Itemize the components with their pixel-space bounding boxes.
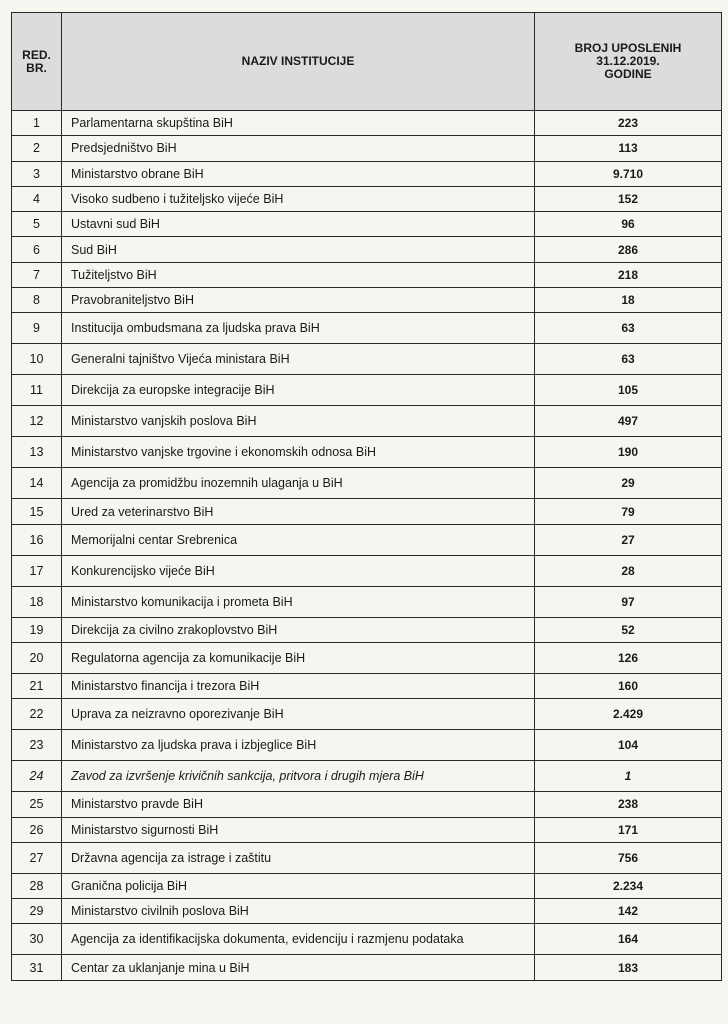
table-row <box>12 899 722 924</box>
row-number: 15 <box>12 499 62 524</box>
employee-count: 2.429 <box>535 699 722 730</box>
row-number: 19 <box>12 617 62 642</box>
institution-name: Centar za uklanjanje mina u BiH <box>62 955 535 980</box>
table-header-row <box>12 13 722 111</box>
employee-count: 756 <box>535 842 722 873</box>
employee-count: 152 <box>535 186 722 211</box>
table-row <box>12 468 722 499</box>
institution-name: Generalni tajništvo Vijeća ministara BiH <box>62 344 535 375</box>
row-number: 6 <box>12 237 62 262</box>
row-number: 26 <box>12 817 62 842</box>
employee-count: 286 <box>535 237 722 262</box>
employee-count: 183 <box>535 955 722 980</box>
institution-name: Državna agencija za istrage i zaštitu <box>62 842 535 873</box>
institution-name: Parlamentarna skupština BiH <box>62 111 535 136</box>
row-number: 29 <box>12 899 62 924</box>
table-row <box>12 375 722 406</box>
row-number: 4 <box>12 186 62 211</box>
table-row <box>12 817 722 842</box>
institution-name: Ministarstvo vanjskih poslova BiH <box>62 406 535 437</box>
table-row <box>12 642 722 673</box>
employee-count: 27 <box>535 524 722 555</box>
row-number: 20 <box>12 642 62 673</box>
row-number: 23 <box>12 730 62 761</box>
table-row <box>12 313 722 344</box>
row-number: 21 <box>12 673 62 698</box>
employee-count: 104 <box>535 730 722 761</box>
employee-count: 126 <box>535 642 722 673</box>
employee-count: 164 <box>535 924 722 955</box>
employee-count: 18 <box>535 288 722 313</box>
row-number: 22 <box>12 699 62 730</box>
header-naziv-institucije: NAZIV INSTITUCIJE <box>62 13 535 111</box>
row-number: 27 <box>12 842 62 873</box>
header-red-br: RED. BR. <box>12 13 62 111</box>
institution-name: Agencija za promidžbu inozemnih ulaganja u BiH <box>62 468 535 499</box>
institution-name: Ministarstvo komunikacija i prometa BiH <box>62 586 535 617</box>
employee-count: 9.710 <box>535 161 722 186</box>
employee-count: 63 <box>535 344 722 375</box>
employee-count: 52 <box>535 617 722 642</box>
table-row <box>12 406 722 437</box>
employee-count: 1 <box>535 761 722 792</box>
table-row <box>12 699 722 730</box>
institution-name: Sud BiH <box>62 237 535 262</box>
table-row <box>12 499 722 524</box>
row-number: 12 <box>12 406 62 437</box>
institution-name: Ministarstvo obrane BiH <box>62 161 535 186</box>
table-row <box>12 761 722 792</box>
employee-count: 105 <box>535 375 722 406</box>
row-number: 1 <box>12 111 62 136</box>
row-number: 7 <box>12 262 62 287</box>
institution-name: Ministarstvo financija i trezora BiH <box>62 673 535 698</box>
table-row <box>12 673 722 698</box>
institution-name: Direkcija za civilno zrakoplovstvo BiH <box>62 617 535 642</box>
employee-count: 171 <box>535 817 722 842</box>
employee-count: 223 <box>535 111 722 136</box>
table-row <box>12 161 722 186</box>
row-number: 11 <box>12 375 62 406</box>
row-number: 8 <box>12 288 62 313</box>
institution-name: Konkurencijsko vijeće BiH <box>62 555 535 586</box>
header-broj-uposlenih: BROJ UPOSLENIH 31.12.2019. GODINE <box>535 13 722 111</box>
institution-name: Ministarstvo pravde BiH <box>62 792 535 817</box>
employee-count: 190 <box>535 437 722 468</box>
institution-name: Ured za veterinarstvo BiH <box>62 499 535 524</box>
institution-name: Granična policija BiH <box>62 873 535 898</box>
row-number: 9 <box>12 313 62 344</box>
institution-name: Zavod za izvršenje krivičnih sankcija, pritvora i drugih mjera BiH <box>62 761 535 792</box>
table-row <box>12 586 722 617</box>
row-number: 24 <box>12 761 62 792</box>
row-number: 25 <box>12 792 62 817</box>
institution-name: Ministarstvo sigurnosti BiH <box>62 817 535 842</box>
employee-count: 160 <box>535 673 722 698</box>
table-row <box>12 792 722 817</box>
table-row <box>12 344 722 375</box>
table-row <box>12 730 722 761</box>
employee-count: 63 <box>535 313 722 344</box>
employee-count: 218 <box>535 262 722 287</box>
table-row <box>12 288 722 313</box>
employee-count: 29 <box>535 468 722 499</box>
table-body <box>12 111 722 981</box>
table-row <box>12 136 722 161</box>
row-number: 13 <box>12 437 62 468</box>
table-row <box>12 237 722 262</box>
institution-name: Institucija ombudsmana za ljudska prava BiH <box>62 313 535 344</box>
table-row <box>12 524 722 555</box>
institution-name: Agencija za identifikacijska dokumenta, evidenciju i razmjenu podataka <box>62 924 535 955</box>
employee-count: 79 <box>535 499 722 524</box>
institution-name: Ministarstvo vanjske trgovine i ekonomskih odnosa BiH <box>62 437 535 468</box>
institution-name: Memorijalni centar Srebrenica <box>62 524 535 555</box>
table-row <box>12 924 722 955</box>
row-number: 10 <box>12 344 62 375</box>
institution-name: Visoko sudbeno i tužiteljsko vijeće BiH <box>62 186 535 211</box>
row-number: 5 <box>12 212 62 237</box>
employee-count: 28 <box>535 555 722 586</box>
institution-name: Uprava za neizravno oporezivanje BiH <box>62 699 535 730</box>
table-row <box>12 186 722 211</box>
employee-count: 113 <box>535 136 722 161</box>
table-row <box>12 437 722 468</box>
employee-count: 96 <box>535 212 722 237</box>
employee-count: 238 <box>535 792 722 817</box>
institution-name: Direkcija za europske integracije BiH <box>62 375 535 406</box>
table-row <box>12 617 722 642</box>
institution-name: Ministarstvo za ljudska prava i izbjeglice BiH <box>62 730 535 761</box>
institution-name: Pravobraniteljstvo BiH <box>62 288 535 313</box>
employee-count: 142 <box>535 899 722 924</box>
table-row <box>12 842 722 873</box>
employee-count: 497 <box>535 406 722 437</box>
table-row <box>12 111 722 136</box>
institution-name: Tužiteljstvo BiH <box>62 262 535 287</box>
row-number: 31 <box>12 955 62 980</box>
employees-table <box>11 12 722 981</box>
row-number: 17 <box>12 555 62 586</box>
row-number: 30 <box>12 924 62 955</box>
institution-name: Ministarstvo civilnih poslova BiH <box>62 899 535 924</box>
table-row <box>12 873 722 898</box>
row-number: 28 <box>12 873 62 898</box>
employee-count: 2.234 <box>535 873 722 898</box>
row-number: 3 <box>12 161 62 186</box>
employee-count: 97 <box>535 586 722 617</box>
institution-name: Predsjedništvo BiH <box>62 136 535 161</box>
table-row <box>12 955 722 980</box>
table-row <box>12 212 722 237</box>
row-number: 14 <box>12 468 62 499</box>
row-number: 18 <box>12 586 62 617</box>
table-row <box>12 262 722 287</box>
institution-name: Regulatorna agencija za komunikacije BiH <box>62 642 535 673</box>
row-number: 2 <box>12 136 62 161</box>
table-row <box>12 555 722 586</box>
institution-name: Ustavni sud BiH <box>62 212 535 237</box>
row-number: 16 <box>12 524 62 555</box>
